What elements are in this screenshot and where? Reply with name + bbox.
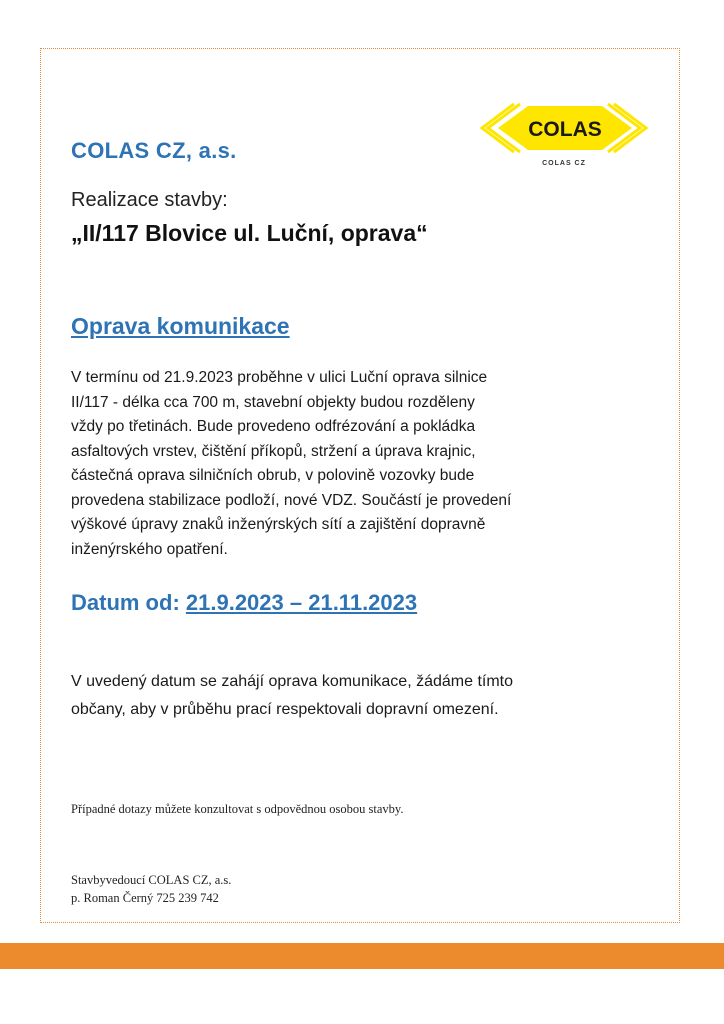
description-line: inženýrského opatření.	[71, 540, 228, 558]
notice-paragraph	[71, 668, 591, 724]
section-title: Oprava komunikace	[71, 313, 290, 339]
date-label: Datum od:	[71, 590, 180, 615]
notice-line: občany, aby v průběhu prací respektovali dopravní omezení.	[71, 701, 499, 718]
logo-brand: COLAS	[528, 118, 602, 141]
date-range: 21.9.2023 – 21.11.2023	[185, 590, 418, 615]
contact-role: Stavbyvedoucí COLAS CZ, a.s.	[71, 873, 232, 887]
contact-person: p. Roman Černý 725 239 742	[71, 891, 219, 905]
notice-line: V uvedený datum se zahájí oprava komunikace, žádáme tímto	[71, 673, 514, 690]
description-line: provedena stabilizace podloží, nové VDZ. Součástí je provedení	[71, 491, 512, 509]
questions-note: Případné dotazy můžete konzultovat s odpovědnou osobou stavby.	[71, 802, 404, 816]
realization-label: Realizace stavby:	[71, 189, 228, 211]
date-heading	[71, 590, 417, 616]
footer-orange-bar	[0, 943, 724, 969]
company-name: COLAS CZ, a.s.	[71, 138, 237, 163]
description-line: asfaltových vrstev, čištění příkopů, stržení a úprava krajnic,	[71, 442, 476, 460]
logo-subtitle: COLAS CZ	[542, 160, 586, 167]
description-line: V termínu od 21.9.2023 proběhne v ulici Luční oprava silnice	[71, 369, 488, 386]
contact-block	[71, 871, 231, 907]
description-line: II/117 - délka cca 700 m, stavební objekty budou rozděleny	[71, 393, 475, 411]
description-line: částečná oprava silničních obrub, v polovině vozovky bude	[71, 467, 475, 484]
project-title: „II/117 Blovice ul. Luční, oprava“	[71, 220, 428, 246]
description-line: výškové úpravy znaků inženýrských sítí a zajištění dopravně	[71, 516, 486, 533]
description-line: vždy po třetinách. Bude provedeno odfrézování a pokládka	[71, 418, 476, 435]
description-paragraph	[71, 366, 571, 562]
